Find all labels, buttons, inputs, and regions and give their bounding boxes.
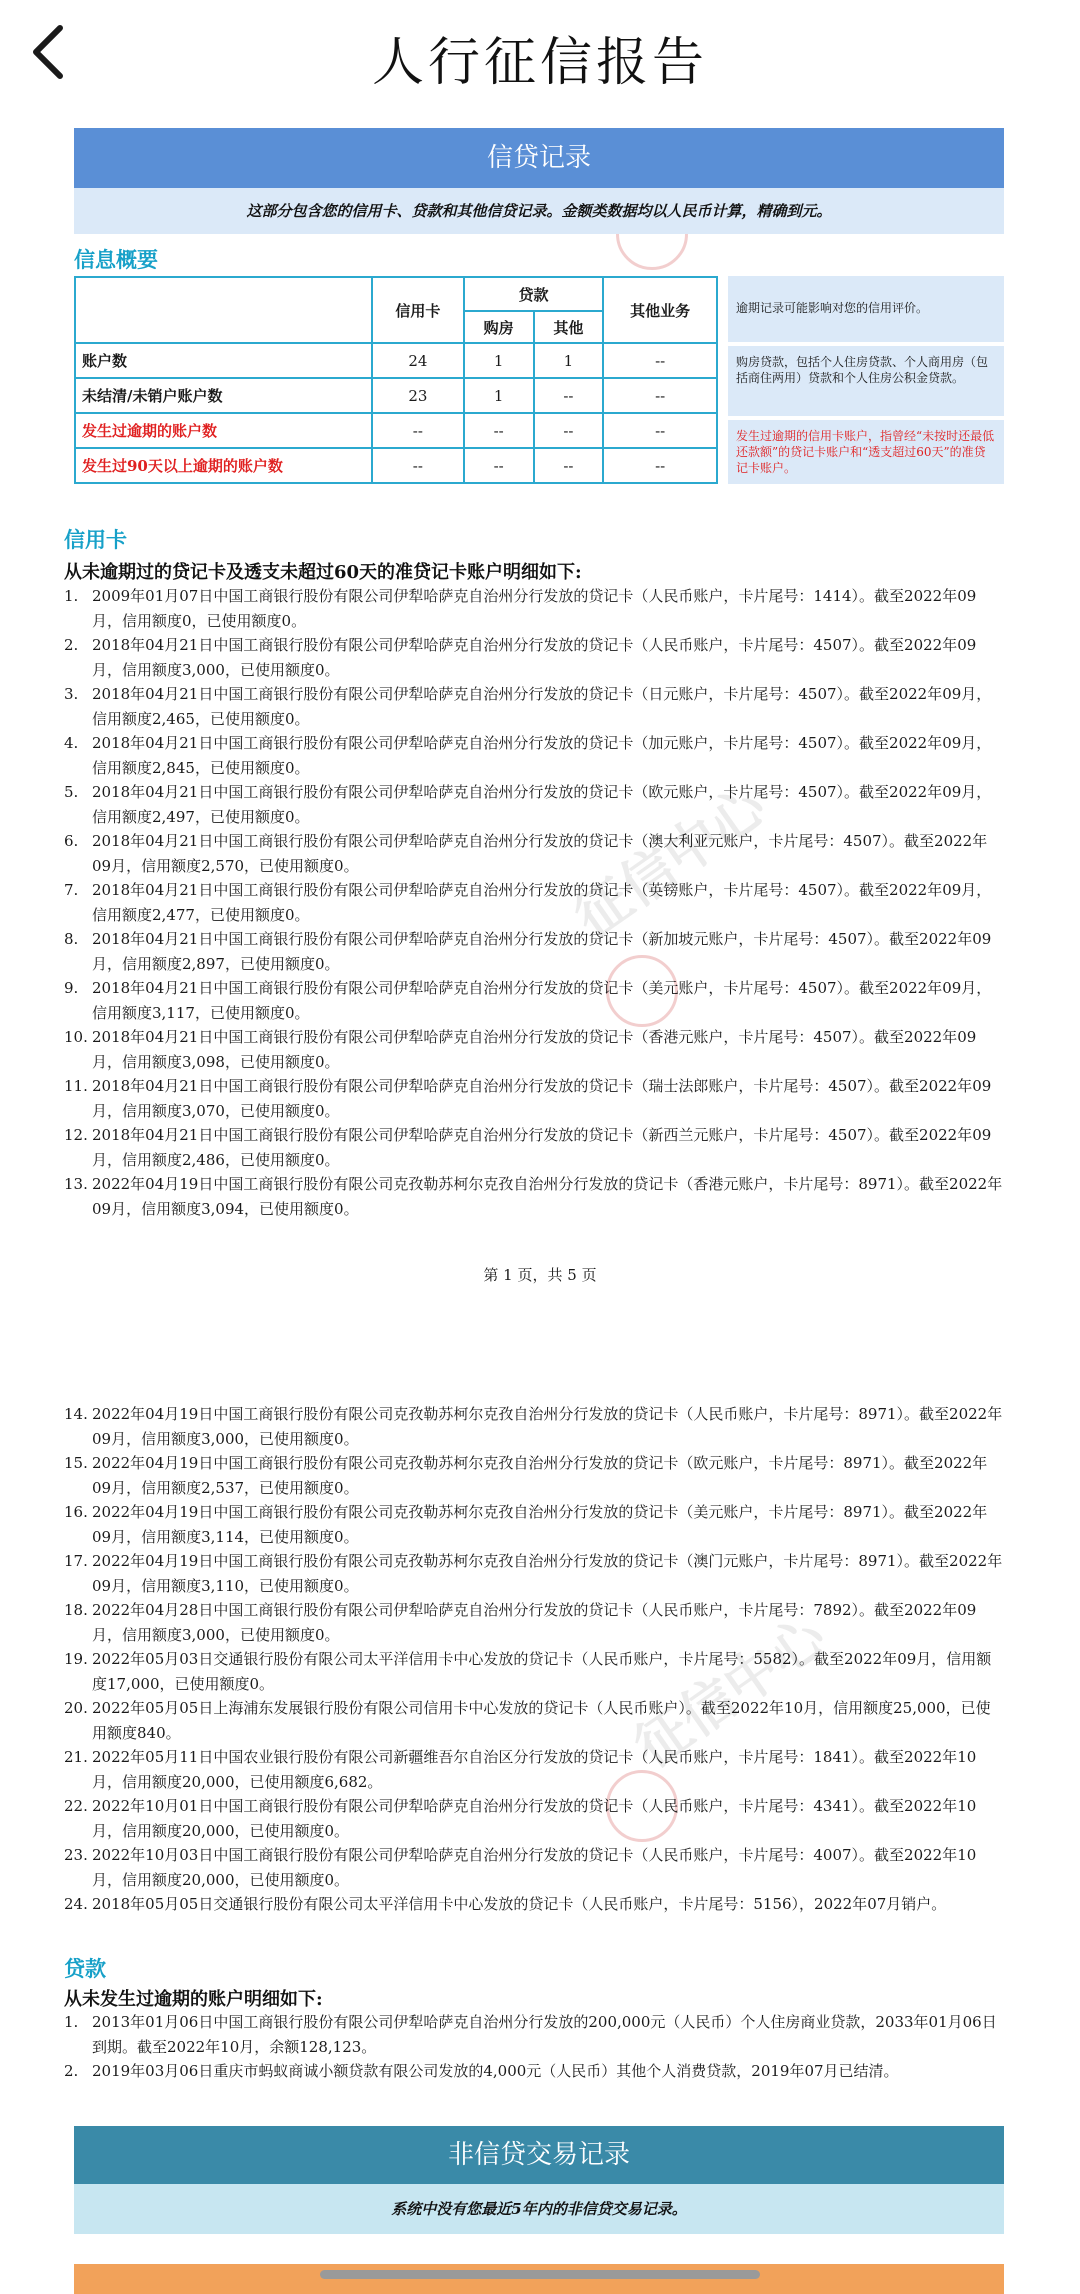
cell: --: [603, 343, 717, 378]
list-item-text: 2022年04月28日中国工商银行股份有限公司伊犁哈萨克自治州分行发放的贷记卡（人民币账户，卡片尾号：7892）。截至2022年09月，信用额度3,000，已使用额度0。: [92, 1601, 977, 1644]
cell: --: [372, 448, 464, 483]
list-item-text: 2019年03月06日重庆市蚂蚁商诚小额贷款有限公司发放的4,000元（人民币）其他个人消费贷款，2019年07月已结清。: [92, 2062, 899, 2080]
summary-table: [74, 276, 718, 484]
list-item: [64, 1025, 1004, 1074]
watermark-text: 征信中心: [563, 773, 777, 950]
list-item-number: 19.: [64, 1650, 88, 1668]
table-corner: [75, 277, 372, 343]
credit-card-heading: 信用卡: [64, 527, 127, 552]
list-item-text: 2022年05月05日上海浦东发展银行股份有限公司信用卡中心发放的贷记卡（人民币账户）。截至2022年10月，信用额度25,000，已使用额度840。: [92, 1699, 991, 1742]
col-other-business: 其他业务: [603, 277, 717, 343]
list-item-number: 12.: [64, 1126, 88, 1144]
list-item-number: 8.: [64, 930, 79, 948]
list-item-number: 22.: [64, 1797, 88, 1815]
table-row: [75, 413, 717, 448]
list-item: [64, 731, 1004, 780]
col-housing: 购房: [464, 311, 534, 343]
page-number: 第 1 页，共 5 页: [483, 1266, 597, 1284]
list-item-text: 2022年10月01日中国工商银行股份有限公司伊犁哈萨克自治州分行发放的贷记卡（人民币账户，卡片尾号：4341）。截至2022年10月，信用额度20,000，已使用额度0。: [92, 1797, 977, 1840]
list-item-number: 7.: [64, 881, 79, 899]
watermark-text: 征信中心: [623, 1603, 837, 1780]
top-bar: [0, 0, 1080, 120]
loans-list: [64, 2010, 1004, 2084]
credit-card-list-page1: [64, 584, 1004, 1221]
loans-heading: 贷款: [64, 1956, 106, 1981]
list-item-number: 3.: [64, 685, 79, 703]
list-item: [64, 1794, 1004, 1843]
list-item: [64, 1549, 1004, 1598]
cell: --: [372, 413, 464, 448]
list-item: [64, 1172, 1004, 1221]
list-item-number: 6.: [64, 832, 79, 850]
list-item-number: 23.: [64, 1846, 88, 1864]
list-item: [64, 780, 1004, 829]
list-item-number: 5.: [64, 783, 79, 801]
credit-card-list-page2: [64, 1402, 1004, 1917]
list-item: [64, 976, 1004, 1025]
non-credit-section-bar: 非信贷交易记录: [74, 2126, 1004, 2184]
col-other: 其他: [534, 311, 604, 343]
cell: --: [534, 448, 604, 483]
list-item: [64, 1696, 1004, 1745]
list-item-text: 2018年04月21日中国工商银行股份有限公司伊犁哈萨克自治州分行发放的贷记卡（美元账户，卡片尾号：4507）。截至2022年09月，信用额度3,117，已使用额度0。: [92, 979, 992, 1022]
list-item: [64, 2059, 1004, 2084]
list-item: [64, 1892, 1004, 1917]
list-item-number: 4.: [64, 734, 79, 752]
list-item-text: 2022年10月03日中国工商银行股份有限公司伊犁哈萨克自治州分行发放的贷记卡（人民币账户，卡片尾号：4007）。截至2022年10月，信用额度20,000，已使用额度0。: [92, 1846, 977, 1889]
list-item-text: 2018年04月21日中国工商银行股份有限公司伊犁哈萨克自治州分行发放的贷记卡（澳大利亚元账户，卡片尾号：4507）。截至2022年09月，信用额度2,570，已使用额度0。: [92, 832, 988, 875]
list-item-text: 2022年05月11日中国农业银行股份有限公司新疆维吾尔自治区分行发放的贷记卡（人民币账户，卡片尾号：1841）。截至2022年10月，信用额度20,000，已使用额度6,682。: [92, 1748, 977, 1791]
list-item-text: 2018年04月21日中国工商银行股份有限公司伊犁哈萨克自治州分行发放的贷记卡（英镑账户，卡片尾号：4507）。截至2022年09月，信用额度2,477，已使用额度0。: [92, 881, 992, 924]
cell: --: [603, 448, 717, 483]
non-credit-subtitle: 系统中没有您最近5年内的非信贷交易记录。: [74, 2184, 1004, 2234]
note-overdue: 逾期记录可能影响对您的信用评价。: [728, 276, 1004, 342]
row-label: 发生过90天以上逾期的账户数: [75, 448, 372, 483]
list-item-text: 2018年05月05日交通银行股份有限公司太平洋信用卡中心发放的贷记卡（人民币账户，卡片尾号：5156），2022年07月销户。: [92, 1895, 947, 1913]
list-item: [64, 1745, 1004, 1794]
list-item: [64, 1074, 1004, 1123]
list-item-text: 2018年04月21日中国工商银行股份有限公司伊犁哈萨克自治州分行发放的贷记卡（新加坡元账户，卡片尾号：4507）。截至2022年09月，信用额度2,897，已使用额度0。: [92, 930, 992, 973]
list-item: [64, 878, 1004, 927]
list-item-text: 2022年05月03日交通银行股份有限公司太平洋信用卡中心发放的贷记卡（人民币账户，卡片尾号：5582）。截至2022年09月，信用额度17,000，已使用额度0。: [92, 1650, 992, 1693]
list-item-number: 15.: [64, 1454, 88, 1472]
list-item-text: 2018年04月21日中国工商银行股份有限公司伊犁哈萨克自治州分行发放的贷记卡（欧元账户，卡片尾号：4507）。截至2022年09月，信用额度2,497，已使用额度0。: [92, 783, 992, 826]
col-credit-card: 信用卡: [372, 277, 464, 343]
list-item-text: 2022年04月19日中国工商银行股份有限公司克孜勒苏柯尔克孜自治州分行发放的贷记卡（香港元账户，卡片尾号：8971）。截至2022年09月，信用额度3,094，已使用额度0。: [92, 1175, 1003, 1218]
table-row: [75, 343, 717, 378]
list-item: [64, 1123, 1004, 1172]
list-item-number: 2.: [64, 2062, 79, 2080]
cell: 1: [464, 343, 534, 378]
next-section-bar: [74, 2264, 1004, 2294]
col-loan: 贷款: [464, 277, 604, 311]
list-item: [64, 1647, 1004, 1696]
list-item-number: 16.: [64, 1503, 88, 1521]
list-item-number: 9.: [64, 979, 79, 997]
list-item-text: 2013年01月06日中国工商银行股份有限公司伊犁哈萨克自治州分行发放的200,000元（人民币）个人住房商业贷款，2033年01月06日到期。截至2022年10月，余额128,123。: [92, 2013, 997, 2056]
cell: 23: [372, 378, 464, 413]
cell: --: [603, 413, 717, 448]
list-item: [64, 633, 1004, 682]
list-item: [64, 829, 1004, 878]
list-item-text: 2018年04月21日中国工商银行股份有限公司伊犁哈萨克自治州分行发放的贷记卡（日元账户，卡片尾号：4507）。截至2022年09月，信用额度2,465，已使用额度0。: [92, 685, 992, 728]
cell: --: [464, 413, 534, 448]
list-item-number: 13.: [64, 1175, 88, 1193]
list-item-number: 24.: [64, 1895, 88, 1913]
list-item-number: 20.: [64, 1699, 88, 1717]
list-item-text: 2009年01月07日中国工商银行股份有限公司伊犁哈萨克自治州分行发放的贷记卡（人民币账户，卡片尾号：1414）。截至2022年09月，信用额度0，已使用额度0。: [92, 587, 977, 630]
cell: 1: [464, 378, 534, 413]
list-item-number: 1.: [64, 2013, 79, 2031]
row-label: 账户数: [75, 343, 372, 378]
list-item-number: 1.: [64, 587, 79, 605]
list-item-number: 14.: [64, 1405, 88, 1423]
note-housing: 购房贷款，包括个人住房贷款、个人商用房（包括商住两用）贷款和个人住房公积金贷款。: [728, 346, 1004, 416]
list-item: [64, 2010, 1004, 2059]
list-item-number: 18.: [64, 1601, 88, 1619]
list-item-number: 17.: [64, 1552, 88, 1570]
credit-section-subtitle: 这部分包含您的信用卡、贷款和其他信贷记录。金额类数据均以人民币计算，精确到元。: [74, 188, 1004, 234]
cell: 24: [372, 343, 464, 378]
list-item-text: 2018年04月21日中国工商银行股份有限公司伊犁哈萨克自治州分行发放的贷记卡（加元账户，卡片尾号：4507）。截至2022年09月，信用额度2,845，已使用额度0。: [92, 734, 992, 777]
list-item-number: 21.: [64, 1748, 88, 1766]
list-item: [64, 1500, 1004, 1549]
row-label: 发生过逾期的账户数: [75, 413, 372, 448]
page-title: 人行征信报告: [371, 33, 708, 93]
note-overdue-card: 发生过逾期的信用卡账户，指曾经“未按时还最低还款额”的贷记卡账户和“透支超过60天”的准贷记卡账户。: [728, 420, 1004, 484]
list-item-text: 2018年04月21日中国工商银行股份有限公司伊犁哈萨克自治州分行发放的贷记卡（人民币账户，卡片尾号：4507）。截至2022年09月，信用额度3,000，已使用额度0。: [92, 636, 977, 679]
list-item: [64, 1402, 1004, 1451]
cell: --: [534, 413, 604, 448]
list-item: [64, 1451, 1004, 1500]
credit-card-subtitle: 从未逾期过的贷记卡及透支未超过60天的准贷记卡账户明细如下:: [64, 562, 582, 583]
list-item: [64, 1598, 1004, 1647]
list-item-text: 2018年04月21日中国工商银行股份有限公司伊犁哈萨克自治州分行发放的贷记卡（新西兰元账户，卡片尾号：4507）。截至2022年09月，信用额度2,486，已使用额度0。: [92, 1126, 992, 1169]
list-item: [64, 682, 1004, 731]
home-indicator[interactable]: [320, 2270, 760, 2279]
list-item-text: 2018年04月21日中国工商银行股份有限公司伊犁哈萨克自治州分行发放的贷记卡（瑞士法郎账户，卡片尾号：4507）。截至2022年09月，信用额度3,070，已使用额度0。: [92, 1077, 992, 1120]
list-item: [64, 927, 1004, 976]
loans-subtitle: 从未发生过逾期的账户明细如下:: [64, 1989, 323, 2010]
overview-heading: 信息概要: [74, 247, 158, 272]
cell: --: [534, 378, 604, 413]
list-item-text: 2022年04月19日中国工商银行股份有限公司克孜勒苏柯尔克孜自治州分行发放的贷记卡（美元账户，卡片尾号：8971）。截至2022年09月，信用额度3,114，已使用额度0。: [92, 1503, 988, 1546]
cell: 1: [534, 343, 604, 378]
cell: --: [603, 378, 717, 413]
table-row: [75, 378, 717, 413]
list-item-number: 2.: [64, 636, 79, 654]
list-item-text: 2022年04月19日中国工商银行股份有限公司克孜勒苏柯尔克孜自治州分行发放的贷记卡（澳门元账户，卡片尾号：8971）。截至2022年09月，信用额度3,110，已使用额度0。: [92, 1552, 1003, 1595]
row-label: 未结清/未销户账户数: [75, 378, 372, 413]
table-row: [75, 448, 717, 483]
list-item-text: 2018年04月21日中国工商银行股份有限公司伊犁哈萨克自治州分行发放的贷记卡（香港元账户，卡片尾号：4507）。截至2022年09月，信用额度3,098，已使用额度0。: [92, 1028, 977, 1071]
list-item-number: 11.: [64, 1077, 88, 1095]
credit-section-bar: 信贷记录: [74, 128, 1004, 188]
list-item: [64, 1843, 1004, 1892]
list-item: [64, 584, 1004, 633]
list-item-text: 2022年04月19日中国工商银行股份有限公司克孜勒苏柯尔克孜自治州分行发放的贷记卡（欧元账户，卡片尾号：8971）。截至2022年09月，信用额度2,537，已使用额度0。: [92, 1454, 988, 1497]
list-item-text: 2022年04月19日中国工商银行股份有限公司克孜勒苏柯尔克孜自治州分行发放的贷记卡（人民币账户，卡片尾号：8971）。截至2022年09月，信用额度3,000，已使用额度0。: [92, 1405, 1003, 1448]
list-item-number: 10.: [64, 1028, 88, 1046]
cell: --: [464, 448, 534, 483]
